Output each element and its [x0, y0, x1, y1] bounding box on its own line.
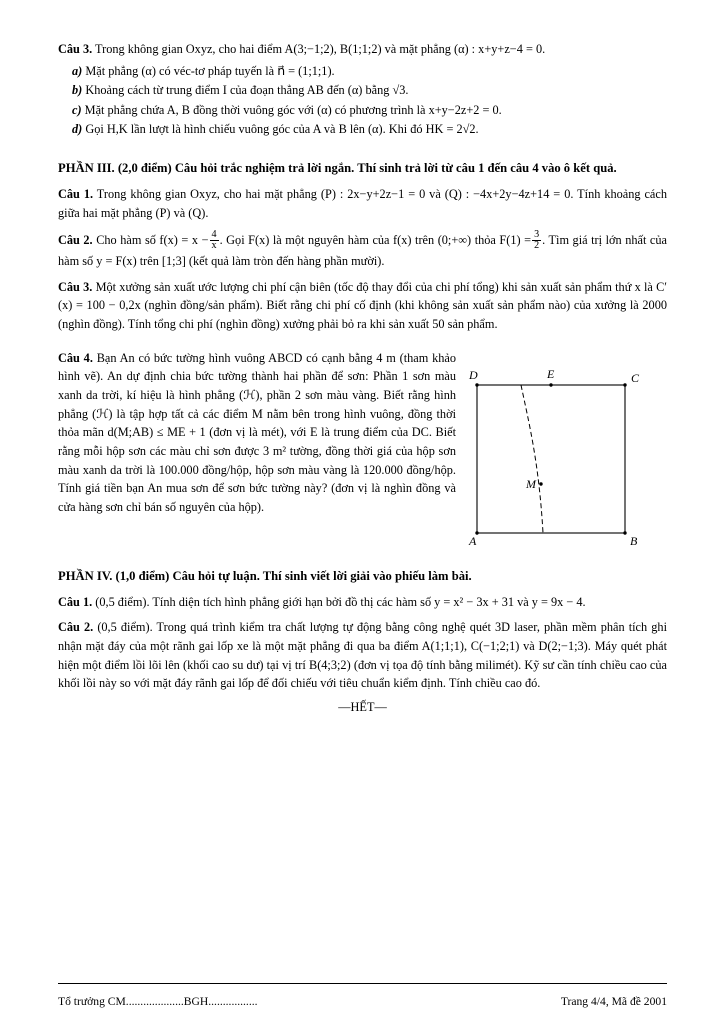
item-label-a: a) — [72, 63, 83, 78]
footer-left-text: Tổ trưởng CM....................BGH................. — [58, 995, 258, 1008]
part-iv-question-1 — [58, 593, 667, 612]
piv-q2-text: (0,5 điểm). Trong quá trình kiểm tra chất lượng tự động bằng công nghệ quét 3D laser, phần mềm phân tích ghi nhận mặt đáy của một rãnh gai lốp xe là một mặt phẳng đi qua ba điểm A(1;1;1), C(−1;2;1) và D(2;−1;3). Máy quét phát hiện một điểm lồi lõi lên (khối cao su dư) tại vị trí B(4;3;2) (đơn vị tọa độ tính bằng milimét). Kỹ sư cần tính chiều cao của khối lồi này so với mặt đáy rãnh gai lốp để đối chiếu với tiêu chuẩn kiểm định. Tính chiều cao đó. — [58, 620, 667, 691]
q4-text: Bạn An có bức tường hình vuông ABCD có cạnh bằng 4 m (tham khảo hình vẽ). An dự định chia bức tường thành hai phần để sơn: Phần 1 sơn màu xanh da trời, kí hiệu là hình phẳng (ℋ), phần 2 sơn màu vàng. Biết rằng hình phẳng (ℋ) là tập hợp tất cả các điểm M nằm bên trong hình vuông, đồng thời thỏa mãn d(M;AB) ≤ ME + 1 (đơn vị là mét), với E là trung điểm của DC. Biết rằng mỗi hộp sơn các màu chỉ sơn được 3 m² tường, đồng thời giá của hộp sơn màu xanh da trời là 100.000 đồng/hộp, hộp sơn màu vàng là 120.000 đồng/hộp. Tính giá tiền bạn An mua sơn để sơn bức tường này? (đơn vị là nghìn đồng và cửa hàng sơn chỉ bán số nguyên của hộp). — [58, 350, 456, 515]
question-item-b — [72, 81, 667, 99]
q3-label: Câu 3. — [58, 279, 93, 294]
q2-label: Câu 2. — [58, 232, 93, 247]
item-text-b: Khoảng cách từ trung điểm I của đoạn thẳng AB đến (α) bằng √3. — [85, 83, 409, 98]
point-label-M: M — [526, 476, 536, 491]
q4-label: Câu 4. — [58, 350, 93, 365]
question-item-d — [72, 120, 667, 138]
fraction-4-over-x — [210, 230, 219, 252]
piv-q2-label: Câu 2. — [58, 620, 94, 635]
question-label: Câu 3. — [58, 42, 93, 56]
question-item-a — [72, 62, 667, 80]
item-label-d: d) — [72, 122, 83, 136]
part-ii-question-3 — [58, 40, 667, 138]
q1-text: Trong không gian Oxyz, cho hai mặt phẳng (P) : 2x−y+2z−1 = 0 và (Q) : −4x+2y−4z+14 = 0. Tính khoảng cách giữa hai mặt phẳng (P) và (Q). — [58, 187, 667, 221]
footer-right-text: Trang 4/4, Mã đề 2001 — [560, 995, 667, 1008]
q2-text-after: . Tìm giá trị lớn nhất của hàm số y = F(x) trên [1;3] (kết quả làm tròn đến hàng phần mười). — [58, 232, 667, 268]
q2-text-mid: . Gọi F(x) là một nguyên hàm của f(x) trên (0;+∞) thỏa F(1) = — [219, 232, 532, 247]
vertex-label-C: C — [631, 370, 640, 385]
part-iii-question-1 — [58, 185, 667, 222]
item-text-c: Mặt phẳng chứa A, B đồng thời vuông góc với (α) có phương trình là x+y−2z+2 = 0. — [84, 102, 502, 117]
vertex-label-A: A — [469, 533, 477, 548]
question-stem — [58, 40, 667, 59]
fraction-3-over-2 — [532, 230, 541, 252]
question-text: Trong không gian Oxyz, cho hai điểm A(3;−1;2), B(1;1;2) và mặt phẳng (α) : x+y+z−4 = 0. — [95, 42, 546, 56]
fraction-numerator: 4 — [211, 228, 217, 240]
item-label-c: c) — [72, 102, 82, 117]
end-of-exam-mark: —HẾT— — [338, 699, 387, 714]
footer-divider — [58, 983, 667, 984]
vertex-label-B: B — [630, 533, 638, 548]
square-abcd-figure — [455, 363, 667, 551]
q3-text: Một xưởng sản xuất ước lượng chi phí cận biên (tốc độ thay đổi của chi phí tổng) khi sản xuất sản phẩm thứ x là C′(x) = 100 − 0,2x (nghìn đồng/sản phẩm). Biết rằng chi phí cố định (khi không sản xuất sản phẩm nào) của xưởng là 2000 (nghìn đồng). Tính tổng chi phí (nghìn đồng) xưởng phải bỏ ra khi sản xuất 50 sản phẩm. — [58, 279, 667, 331]
q4-text-column — [58, 349, 456, 517]
part-iv-question-2 — [58, 618, 667, 693]
item-text-a: Mặt phẳng (α) có véc-tơ pháp tuyến là n⃗ = (1;1;1). — [85, 63, 335, 78]
fraction-numerator: 3 — [534, 228, 540, 240]
page-footer — [58, 995, 667, 1008]
part-iii-question-3 — [58, 278, 667, 334]
question-item-c — [72, 101, 667, 119]
fraction-denominator: x — [211, 240, 217, 252]
item-text-d: Gọi H,K lần lượt là hình chiếu vuông góc của A và B lên (α). Khi đó HK = 2√2. — [85, 122, 479, 136]
fraction-denominator: 2 — [534, 240, 540, 252]
part-iii-question-2 — [58, 230, 667, 271]
q1-label: Câu 1. — [58, 187, 94, 202]
part-iii-question-4 — [58, 349, 667, 555]
piv-q1-label: Câu 1. — [58, 594, 93, 609]
vertex-label-E: E — [547, 366, 555, 381]
part-iii-heading: PHẦN III. (2,0 điểm) Câu hỏi trắc nghiệm trả lời ngắn. Thí sinh trả lời từ câu 1 đến câu 4 vào ô kết quả. — [58, 161, 617, 176]
q2-text-before: Cho hàm số f(x) = x − — [96, 232, 209, 247]
part-iv-heading: PHẦN IV. (1,0 điểm) Câu hỏi tự luận. Thí sinh viết lời giải vào phiếu làm bài. — [58, 568, 472, 583]
piv-q1-text: (0,5 điểm). Tính diện tích hình phẳng giới hạn bởi đồ thị các hàm số y = x² − 3x + 31 và y = 9x − 4. — [95, 594, 586, 609]
item-label-b: b) — [72, 83, 83, 98]
vertex-label-D: D — [469, 367, 478, 382]
